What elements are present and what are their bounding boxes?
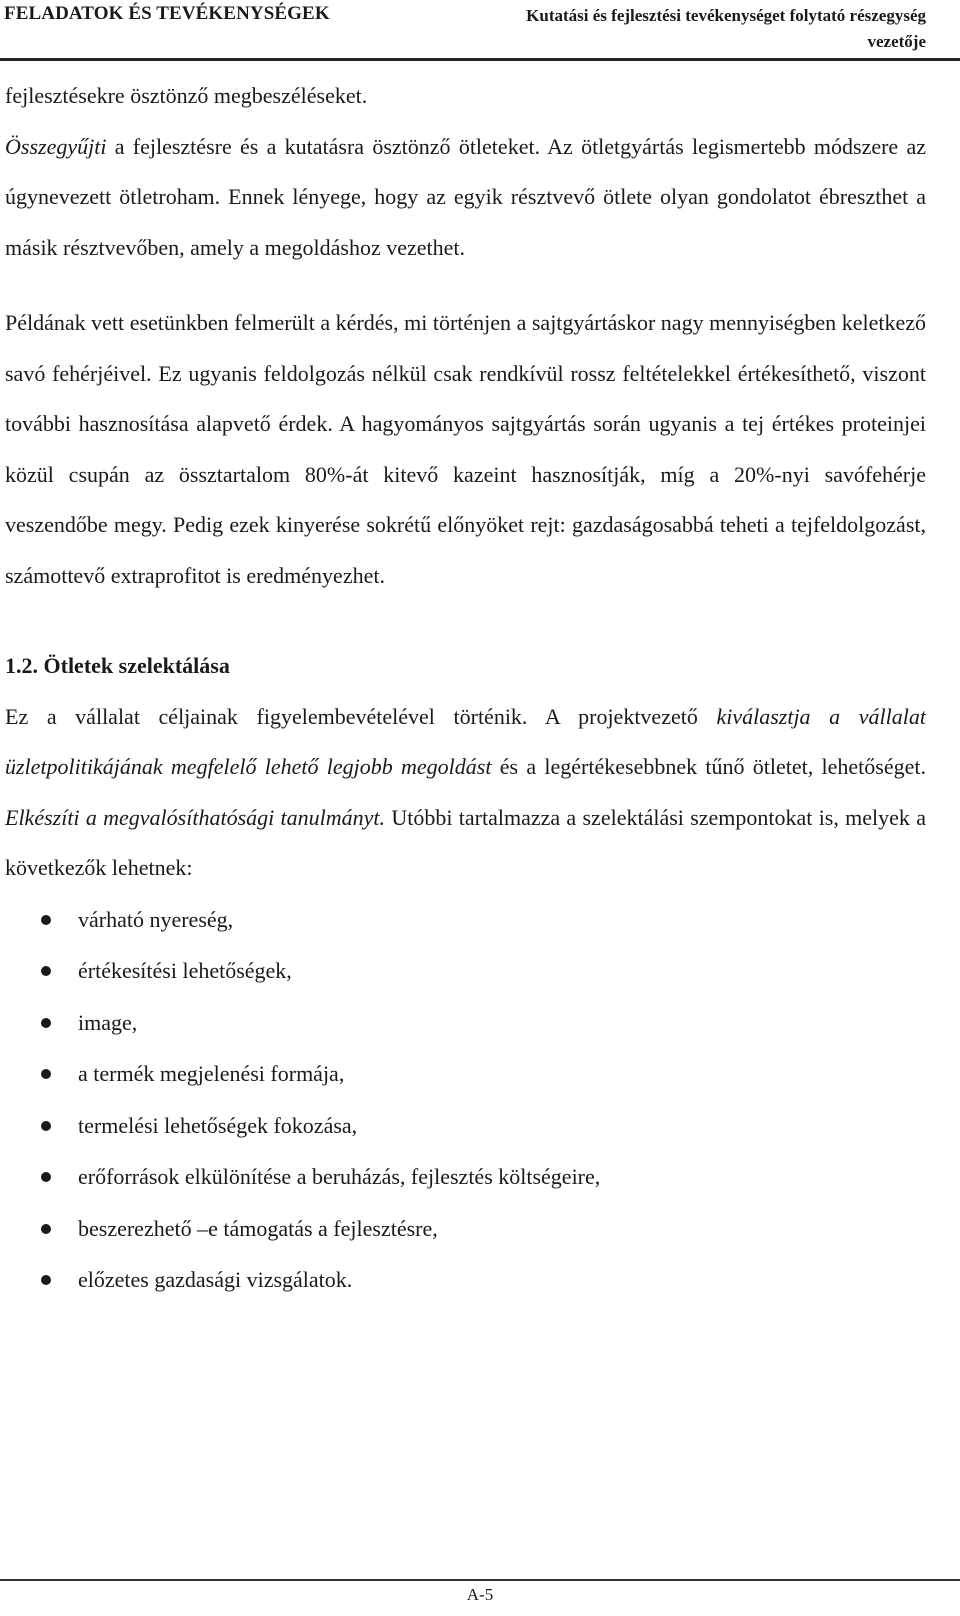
list-item: image, <box>5 997 926 1049</box>
list-item: erőforrások elkülönítése a beruházás, fejlesztés költségeire, <box>5 1151 926 1203</box>
bullet-icon <box>41 1018 51 1028</box>
list-item: értékesítési lehetőségek, <box>5 945 926 997</box>
header-divider <box>0 58 960 61</box>
paragraph-text: és a legértékesebbnek tűnő ötletet, lehetőséget. <box>491 754 926 779</box>
bullet-icon <box>41 1275 51 1285</box>
page-body <box>5 71 926 1306</box>
header-section-title: FELADATOK ÉS TEVÉKENYSÉGEK <box>4 3 330 24</box>
list-item: előzetes gazdasági vizsgálatok. <box>5 1254 926 1306</box>
paragraph-selection <box>5 692 926 894</box>
bullet-icon <box>41 966 51 976</box>
list-item: várható nyereség, <box>5 894 926 946</box>
bullet-icon <box>41 1121 51 1131</box>
list-item: a termék megjelenési formája, <box>5 1048 926 1100</box>
header-role-title: Kutatási és fejlesztési tevékenységet folytató részegység vezetője <box>526 6 926 51</box>
paragraph-text: a fejlesztésre és a kutatásra ösztönző ötleteket. Az ötletgyártás legismertebb módszere az úgynevezett ötletroham. Ennek lényege, hogy az egyik résztvevő ötlete olyan gondolatot ébreszthet a másik résztvevőben, amely a megoldáshoz vezethet. <box>5 133 926 260</box>
bullet-icon <box>41 1224 51 1234</box>
page-footer <box>0 1579 960 1616</box>
emphasis-chooses-solution: kiválasztja a vállalat üzletpolitikájának megfelelő lehető legjobb megoldást <box>5 703 926 779</box>
paragraph-text: Ez a vállalat céljainak figyelembevételével történik. A projektvezető <box>5 703 717 729</box>
emphasis-feasibility-study: Elkészíti a megvalósíthatósági tanulmányt. <box>5 804 386 830</box>
page-number: A-5 <box>466 1585 494 1604</box>
list-item: termelési lehetőségek fokozása, <box>5 1100 926 1152</box>
section-heading: 1.2. Ötletek szelektálása <box>5 653 230 678</box>
list-item: beszerezhető –e támogatás a fejlesztésre, <box>5 1203 926 1255</box>
paragraph-continuation: fejlesztésekre ösztönző megbeszéléseket. <box>5 83 368 108</box>
paragraph-idea-collection <box>5 122 926 274</box>
bullet-icon <box>41 915 51 925</box>
page-header <box>0 0 960 62</box>
footer-divider <box>0 1579 960 1581</box>
paragraph-whey-example: Példának vett esetünkben felmerült a kérdés, mi történjen a sajtgyártáskor nagy mennyiségben keletkező savó fehérjéivel. Ez ugyanis feldolgozás nélkül csak rendkívül rossz feltételekkel értékesíthető, viszont további hasznosítása alapvető érdek. A hagyományos sajtgyártás során ugyanis a tej értékes proteinjei közül csupán az össztartalom 80%-át kitevő kazeint hasznosítják, míg a 20%-nyi savófehérje veszendőbe megy. Pedig ezek kinyerése sokrétű előnyöket rejt: gazdaságosabbá teheti a tejfeldolgozást, számottevő extraprofitot is eredményezhet. <box>5 310 926 588</box>
paragraph-text: Utóbbi tartalmazza a szelektálási szempontokat is, melyek a következők lehetnek: <box>5 804 926 880</box>
emphasis-collects: Összegyűjti <box>5 133 107 159</box>
bullet-icon <box>41 1172 51 1182</box>
selection-criteria-list <box>5 894 926 1306</box>
bullet-icon <box>41 1069 51 1079</box>
